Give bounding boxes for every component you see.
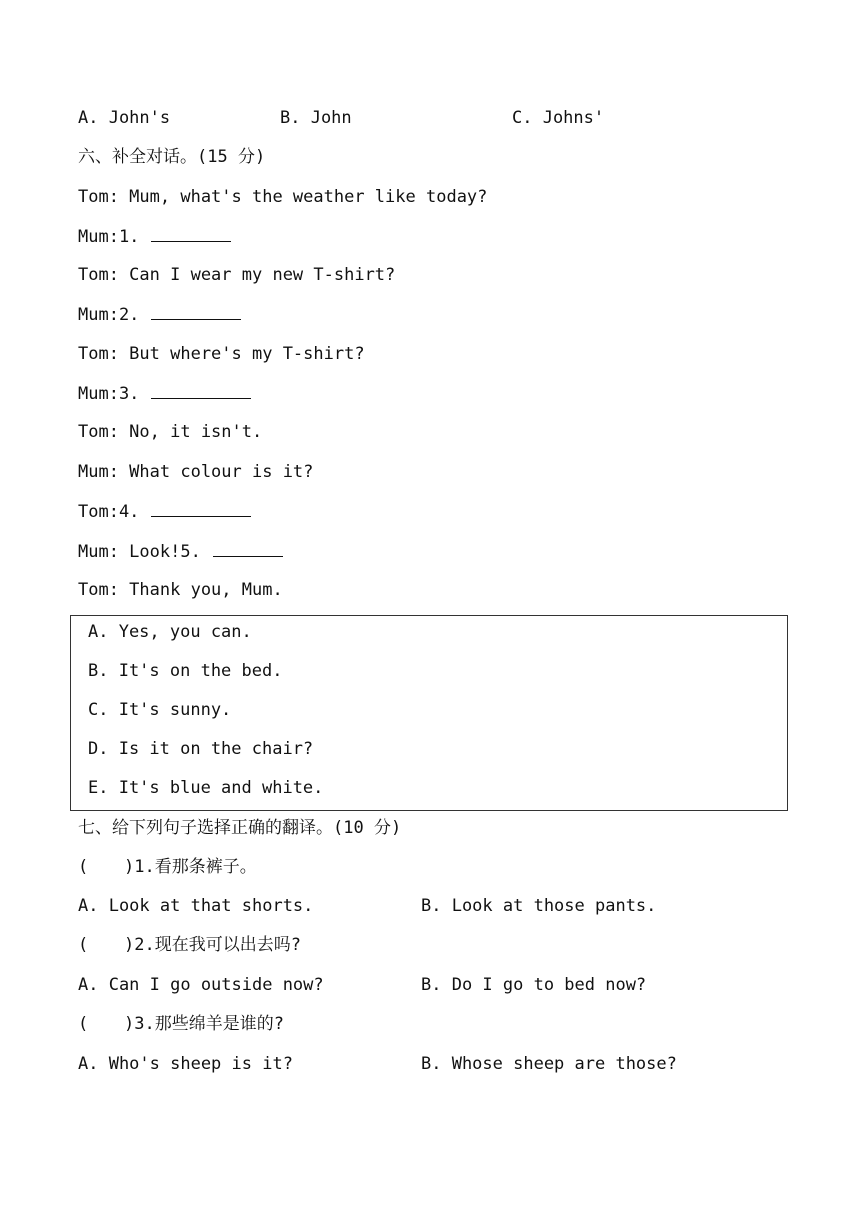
choice-b: B. It's on the bed. (88, 661, 283, 681)
answer-blank-5[interactable] (213, 538, 283, 557)
question-prompt: )3.那些绵羊是谁的? (124, 1014, 284, 1034)
q2-option-b: B. Do I go to bed now? (421, 975, 647, 995)
choice-box (70, 615, 788, 811)
choice-a: A. Yes, you can. (88, 622, 252, 642)
option-a: A. John's (78, 108, 171, 128)
section-6-heading: 六、补全对话。(15 分) (78, 147, 266, 167)
answer-paren[interactable]: ( (78, 1014, 89, 1034)
dialogue-text: Tom: Mum, what's the weather like today? (78, 187, 488, 207)
dialogue-text: Tom: But where's my T-shirt? (78, 344, 365, 364)
answer-paren[interactable]: ( (78, 935, 89, 955)
dialogue-line-3 (78, 262, 395, 288)
dialogue-text: Mum: What colour is it? (78, 462, 314, 482)
dialogue-text: Tom:4. (78, 502, 140, 522)
option-b: B. John (280, 108, 352, 128)
dialogue-text: Tom: Can I wear my new T-shirt? (78, 265, 396, 285)
dialogue-line-6 (78, 380, 251, 406)
dialogue-line-1 (78, 184, 487, 210)
dialogue-line-11 (78, 577, 283, 603)
option-c: C. Johns' (512, 108, 605, 128)
translation-question-1 (78, 854, 257, 880)
answer-blank-2[interactable] (151, 301, 241, 320)
q2-option-a: A. Can I go outside now? (78, 975, 324, 995)
dialogue-line-7 (78, 419, 262, 445)
answer-blank-1[interactable] (151, 223, 231, 242)
dialogue-text: Mum:1. (78, 227, 140, 247)
choice-d: D. Is it on the chair? (88, 739, 314, 759)
question-prompt: )1.看那条裤子。 (124, 857, 257, 877)
translation-question-2 (78, 932, 301, 958)
dialogue-text: Mum:2. (78, 305, 140, 325)
q3-option-a: A. Who's sheep is it? (78, 1054, 293, 1074)
q3-option-b: B. Whose sheep are those? (421, 1054, 677, 1074)
dialogue-text: Mum: Look!5. (78, 542, 201, 562)
q1-option-b: B. Look at those pants. (421, 896, 657, 916)
dialogue-line-9 (78, 498, 251, 524)
q1-option-a: A. Look at that shorts. (78, 896, 314, 916)
question-prompt: )2.现在我可以出去吗? (124, 935, 301, 955)
dialogue-line-5 (78, 341, 365, 367)
choice-e: E. It's blue and white. (88, 778, 324, 798)
dialogue-text: Tom: Thank you, Mum. (78, 580, 283, 600)
dialogue-line-10 (78, 538, 283, 564)
dialogue-text: Mum:3. (78, 384, 140, 404)
section-7-heading: 七、给下列句子选择正确的翻译。(10 分) (78, 818, 402, 838)
answer-blank-3[interactable] (151, 380, 251, 399)
dialogue-line-4 (78, 301, 241, 327)
choice-c: C. It's sunny. (88, 700, 232, 720)
translation-question-3 (78, 1011, 284, 1037)
dialogue-line-2 (78, 223, 231, 249)
answer-blank-4[interactable] (151, 498, 251, 517)
answer-paren[interactable]: ( (78, 857, 89, 877)
dialogue-line-8 (78, 459, 313, 485)
dialogue-text: Tom: No, it isn't. (78, 422, 263, 442)
